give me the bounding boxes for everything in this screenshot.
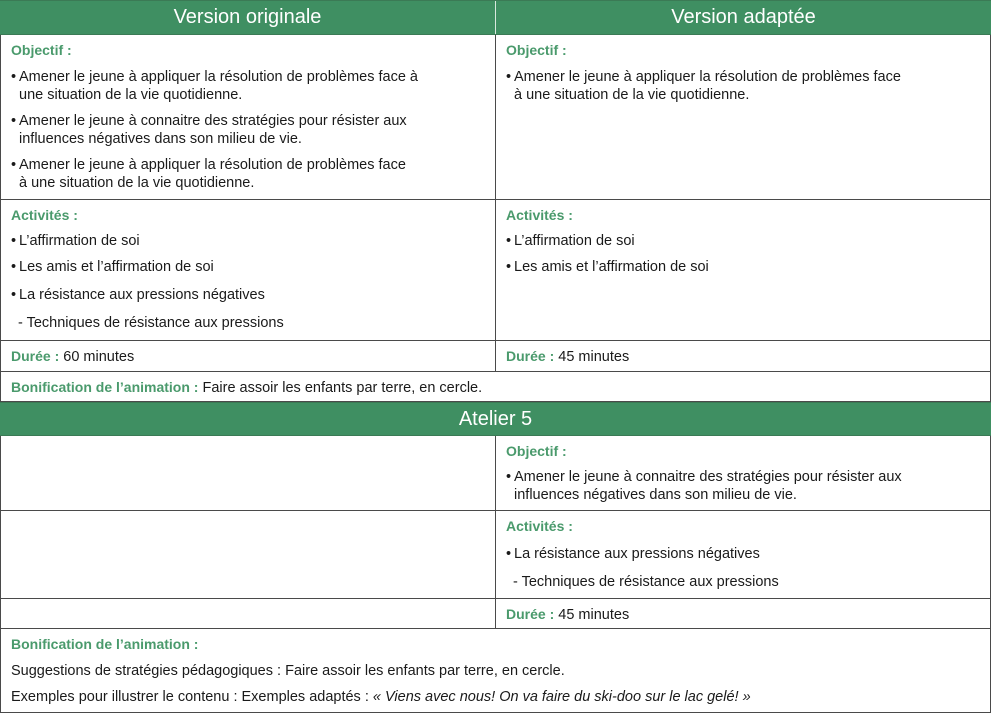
bullet-icon: • bbox=[11, 287, 17, 303]
objectif-label: Objectif : bbox=[506, 42, 567, 58]
duree-adapted-value: 45 minutes bbox=[558, 607, 630, 623]
list-item: • Amener le jeune à connaitre des stratégies pour résister aux influences négatives dans son milieu de vie. bbox=[11, 113, 407, 147]
objectif-adapted-cell bbox=[496, 35, 991, 199]
duree-row bbox=[0, 341, 991, 372]
bullet-icon: • bbox=[506, 259, 512, 275]
list-item: • Les amis et l’affirmation de soi bbox=[506, 259, 709, 275]
atelier5-duree-row bbox=[0, 599, 991, 629]
activites-label: Activités : bbox=[506, 518, 573, 534]
suggestions-line bbox=[11, 662, 980, 680]
atelier5-activites-original-cell bbox=[0, 511, 496, 598]
objectif-label: Objectif : bbox=[506, 443, 567, 459]
atelier5-objectif-adapted-cell bbox=[496, 436, 991, 510]
bonification-label: Bonification de l’animation : bbox=[11, 379, 199, 395]
activites-label: Activités : bbox=[506, 207, 573, 223]
exemples-quote: « Viens avec nous! On va faire du ski-doo sur le lac gelé! » bbox=[372, 689, 751, 705]
bonification-row bbox=[0, 372, 991, 402]
list-item: • La résistance aux pressions négatives bbox=[506, 546, 760, 562]
exemples-text: Exemples adaptés : bbox=[241, 689, 369, 705]
atelier5-title: Atelier 5 bbox=[458, 407, 533, 430]
atelier5-activites-row bbox=[0, 511, 991, 599]
list-item: • L’affirmation de soi bbox=[506, 233, 635, 249]
duree-adapted-value: 45 minutes bbox=[558, 349, 630, 365]
suggestions-label: Suggestions de stratégies pédagogiques : bbox=[11, 663, 282, 679]
bullet-icon: • bbox=[11, 259, 17, 275]
suggestions-text: Faire assoir les enfants par terre, en cercle. bbox=[285, 663, 565, 679]
duree-label: Durée : bbox=[506, 606, 555, 622]
header-adapted: Version adaptée bbox=[495, 1, 991, 34]
sub-item: - Techniques de résistance aux pressions bbox=[513, 574, 779, 590]
objectif-row bbox=[0, 35, 991, 200]
list-item: • Amener le jeune à connaitre des stratégies pour résister aux influences négatives dans son milieu de vie. bbox=[506, 469, 902, 503]
duree-original-value: 60 minutes bbox=[63, 349, 135, 365]
atelier5-duree-original-cell bbox=[0, 599, 496, 628]
atelier5-activites-adapted-cell bbox=[496, 511, 991, 598]
atelier5-header bbox=[0, 402, 991, 436]
activites-row bbox=[0, 200, 991, 341]
activites-original-cell bbox=[0, 200, 496, 340]
atelier5-duree-adapted-cell bbox=[496, 599, 991, 628]
bullet-icon: • bbox=[11, 233, 17, 249]
exemples-line bbox=[11, 688, 980, 706]
atelier5-objectif-row bbox=[0, 436, 991, 511]
bullet-icon: • bbox=[11, 69, 17, 85]
table-header bbox=[0, 0, 991, 35]
bullet-icon: • bbox=[506, 469, 512, 485]
objectif-label: Objectif : bbox=[11, 42, 72, 58]
list-item: • La résistance aux pressions négatives bbox=[11, 287, 265, 303]
exemples-label: Exemples pour illustrer le contenu : bbox=[11, 689, 238, 705]
activites-label: Activités : bbox=[11, 207, 78, 223]
bonification-label: Bonification de l’animation : bbox=[11, 636, 199, 652]
list-item: • Amener le jeune à appliquer la résolution de problèmes face à une situation de la vie quotidienne. bbox=[11, 69, 418, 103]
header-original: Version originale bbox=[173, 6, 322, 28]
list-item: • Amener le jeune à appliquer la résolution de problèmes face à une situation de la vie quotidienne. bbox=[506, 69, 901, 103]
objectif-original-cell bbox=[0, 35, 496, 199]
list-item: • Les amis et l’affirmation de soi bbox=[11, 259, 214, 275]
duree-original-cell bbox=[0, 341, 496, 371]
activites-adapted-cell bbox=[496, 200, 991, 340]
duree-label: Durée : bbox=[11, 348, 60, 364]
bullet-icon: • bbox=[11, 113, 17, 129]
duree-adapted-cell bbox=[496, 341, 991, 371]
bullet-icon: • bbox=[506, 233, 512, 249]
duree-label: Durée : bbox=[506, 348, 555, 364]
bullet-icon: • bbox=[11, 157, 17, 173]
list-item: • Amener le jeune à appliquer la résolution de problèmes face à une situation de la vie quotidienne. bbox=[11, 157, 406, 191]
atelier5-bonification-row bbox=[0, 629, 991, 713]
bullet-icon: • bbox=[506, 546, 512, 562]
bullet-icon: • bbox=[506, 69, 512, 85]
list-item: • L’affirmation de soi bbox=[11, 233, 140, 249]
atelier5-objectif-original-cell bbox=[0, 436, 496, 510]
bonification-text: Faire assoir les enfants par terre, en cercle. bbox=[202, 380, 483, 396]
sub-item: - Techniques de résistance aux pressions bbox=[18, 315, 284, 331]
